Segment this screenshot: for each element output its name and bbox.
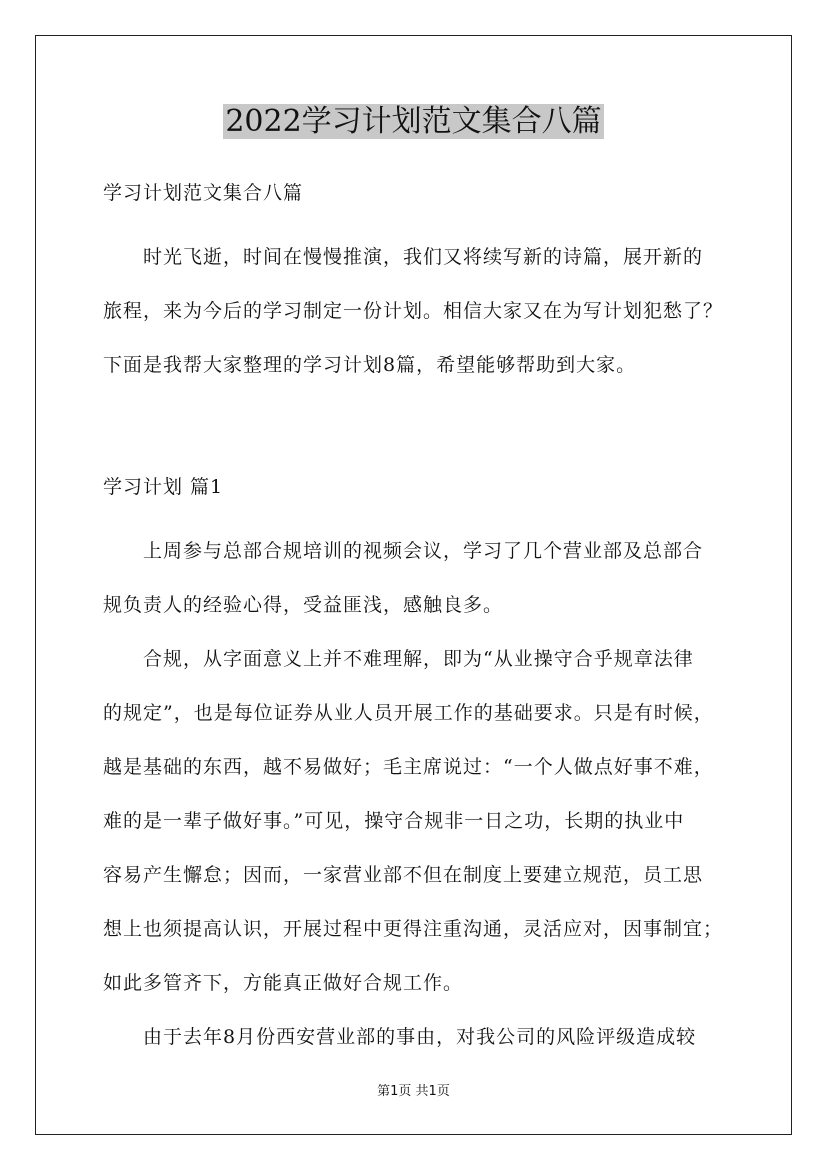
paragraph-line: 下面是我帮大家整理的学习计划8篇，希望能够帮助到大家。 bbox=[103, 354, 637, 376]
paragraph-2 bbox=[103, 632, 743, 1010]
paragraph-line: 越是基础的东西，越不易做好；毛主席说过：“一个人做点好事不难， bbox=[103, 756, 714, 778]
paragraph-line: 上周参与总部合规培训的视频会议，学习了几个营业部及总部合 bbox=[143, 540, 704, 562]
document-body bbox=[103, 176, 743, 1064]
paragraph-line: 由于去年8月份西安营业部的事由，对我公司的风险评级造成较 bbox=[143, 1026, 697, 1048]
paragraph-line: 的规定”，也是每位证券从业人员开展工作的基础要求。只是有时候， bbox=[103, 702, 714, 724]
paragraph-line: 时光飞逝，时间在慢慢推演，我们又将续写新的诗篇，展开新的 bbox=[143, 246, 704, 268]
page-footer: 第1页 共1页 bbox=[377, 1084, 450, 1099]
paragraph-line: 难的是一辈子做好事。”可见，操守合规非一日之功，长期的执业中 bbox=[103, 810, 685, 832]
paragraph-1 bbox=[103, 524, 743, 632]
document-title-text: 2022学习计划范文集合八篇 bbox=[225, 104, 602, 139]
paragraph-line: 如此多管齐下，方能真正做好合规工作。 bbox=[103, 972, 464, 994]
paragraph-line: 合规，从字面意义上并不难理解，即为“从业操守合乎规章法律 bbox=[143, 648, 694, 670]
paragraph-line: 容易产生懈怠；因而，一家营业部不但在制度上要建立规范，员工思 bbox=[103, 864, 704, 886]
paragraph-line: 规负责人的经验心得，受益匪浅，感触良多。 bbox=[103, 594, 504, 616]
document-title bbox=[0, 100, 827, 144]
section-heading: 学习计划 篇1 bbox=[103, 476, 224, 498]
paragraph-line: 想上也须提高认识，开展过程中更得注重沟通，灵活应对，因事制宜； bbox=[103, 918, 724, 940]
paragraph-3 bbox=[103, 1010, 743, 1064]
paragraph-line: 旅程，来为今后的学习制定一份计划。相信大家又在为写计划犯愁了？ bbox=[103, 300, 724, 322]
document-subtitle: 学习计划范文集合八篇 bbox=[103, 182, 304, 204]
intro-paragraph bbox=[103, 230, 743, 392]
